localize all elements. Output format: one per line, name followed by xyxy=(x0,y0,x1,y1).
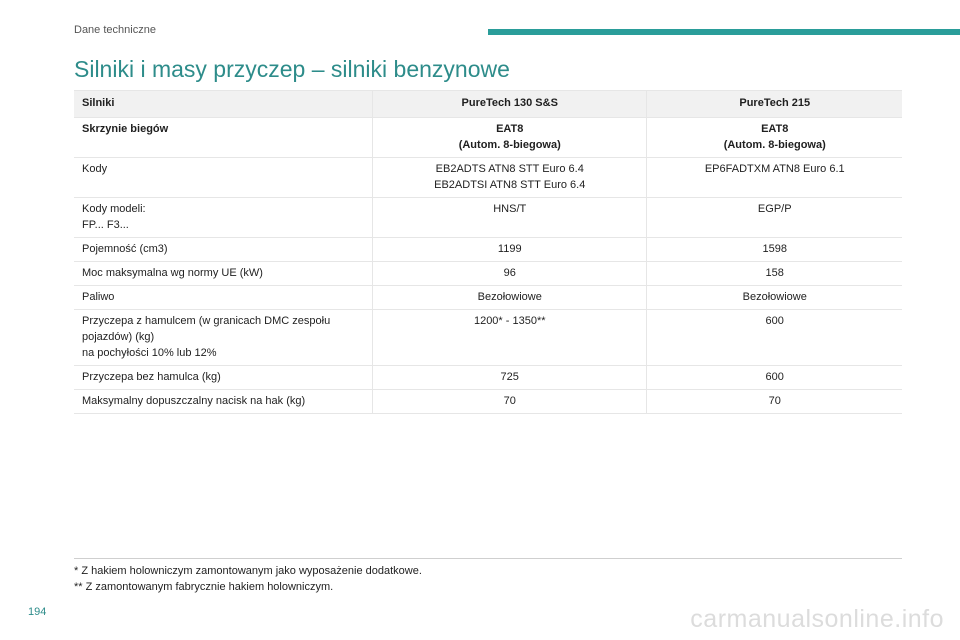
table-header-row xyxy=(74,91,902,118)
table-row-braked-trailer xyxy=(74,310,902,366)
model-codes-label-line-2: FP... F3... xyxy=(82,219,129,231)
row-label-power: Moc maksymalna wg normy UE (kW) xyxy=(74,262,373,286)
braked-trailer-value-215: 600 xyxy=(647,310,902,366)
codes-value-130 xyxy=(373,158,647,198)
row-label-braked-trailer xyxy=(74,310,373,366)
header-cell-puretech-215: PureTech 215 xyxy=(647,91,902,118)
power-value-130: 96 xyxy=(373,262,647,286)
header-cell-puretech-130: PureTech 130 S&S xyxy=(373,91,647,118)
nose-weight-value-215: 70 xyxy=(647,390,902,414)
model-codes-value-130: HNS/T xyxy=(373,198,647,238)
gearbox-215-line-1: EAT8 xyxy=(761,123,789,135)
displacement-value-215: 1598 xyxy=(647,238,902,262)
gearbox-130-line-1: EAT8 xyxy=(496,123,524,135)
row-label-model-codes xyxy=(74,198,373,238)
gearbox-value-215 xyxy=(647,118,902,158)
nose-weight-value-130: 70 xyxy=(373,390,647,414)
codes-value-215 xyxy=(647,158,902,198)
row-label-displacement: Pojemność (cm3) xyxy=(74,238,373,262)
table-row-gearbox xyxy=(74,118,902,158)
gearbox-130-line-2: (Autom. 8-biegowa) xyxy=(458,139,561,151)
braked-trailer-label-line-3: na pochyłości 10% lub 12% xyxy=(82,347,217,359)
codes-215-line-1: EP6FADTXM ATN8 Euro 6.1 xyxy=(704,163,845,175)
table-row-model-codes xyxy=(74,198,902,238)
displacement-value-130: 1199 xyxy=(373,238,647,262)
table-row-fuel xyxy=(74,286,902,310)
row-label-gearbox: Skrzynie biegów xyxy=(74,118,373,158)
gearbox-215-line-2: (Autom. 8-biegowa) xyxy=(723,139,826,151)
power-value-215: 158 xyxy=(647,262,902,286)
unbraked-trailer-value-215: 600 xyxy=(647,366,902,390)
row-label-unbraked-trailer: Przyczepa bez hamulca (kg) xyxy=(74,366,373,390)
page-number: 194 xyxy=(28,606,47,618)
row-label-nose-weight: Maksymalny dopuszczalny nacisk na hak (kg) xyxy=(74,390,373,414)
section-accent-bar xyxy=(488,29,960,35)
table-row-power xyxy=(74,262,902,286)
row-label-codes: Kody xyxy=(74,158,373,198)
table-row-nose-weight xyxy=(74,390,902,414)
codes-130-line-1: EB2ADTS ATN8 STT Euro 6.4 xyxy=(435,163,584,175)
fuel-value-215: Bezołowiowe xyxy=(647,286,902,310)
braked-trailer-label-line-2: pojazdów) (kg) xyxy=(82,331,155,343)
footnote-towbar-accessory: * Z hakiem holowniczym zamontowanym jako wyposażenie dodatkowe. xyxy=(74,565,422,577)
model-codes-label-line-1: Kody modeli: xyxy=(82,203,146,215)
model-codes-value-215: EGP/P xyxy=(647,198,902,238)
table-row-codes xyxy=(74,158,902,198)
page-title: Silniki i masy przyczep – silniki benzynowe xyxy=(74,56,510,82)
footnote-towbar-factory: ** Z zamontowanym fabrycznie hakiem holowniczym. xyxy=(74,581,334,593)
unbraked-trailer-value-130: 725 xyxy=(373,366,647,390)
braked-trailer-label-line-1: Przyczepa z hamulcem (w granicach DMC zespołu xyxy=(82,315,331,327)
table-row-displacement xyxy=(74,238,902,262)
watermark: carmanualsonline.info xyxy=(690,605,944,633)
row-label-fuel: Paliwo xyxy=(74,286,373,310)
header-cell-engines: Silniki xyxy=(74,91,373,118)
gearbox-value-130 xyxy=(373,118,647,158)
table-row-unbraked-trailer xyxy=(74,366,902,390)
fuel-value-130: Bezołowiowe xyxy=(373,286,647,310)
codes-130-line-2: EB2ADTSI ATN8 STT Euro 6.4 xyxy=(434,179,586,191)
engine-spec-table xyxy=(74,90,902,414)
braked-trailer-value-130: 1200* - 1350** xyxy=(373,310,647,366)
footnote-divider xyxy=(74,558,902,559)
section-label: Dane techniczne xyxy=(74,24,156,36)
